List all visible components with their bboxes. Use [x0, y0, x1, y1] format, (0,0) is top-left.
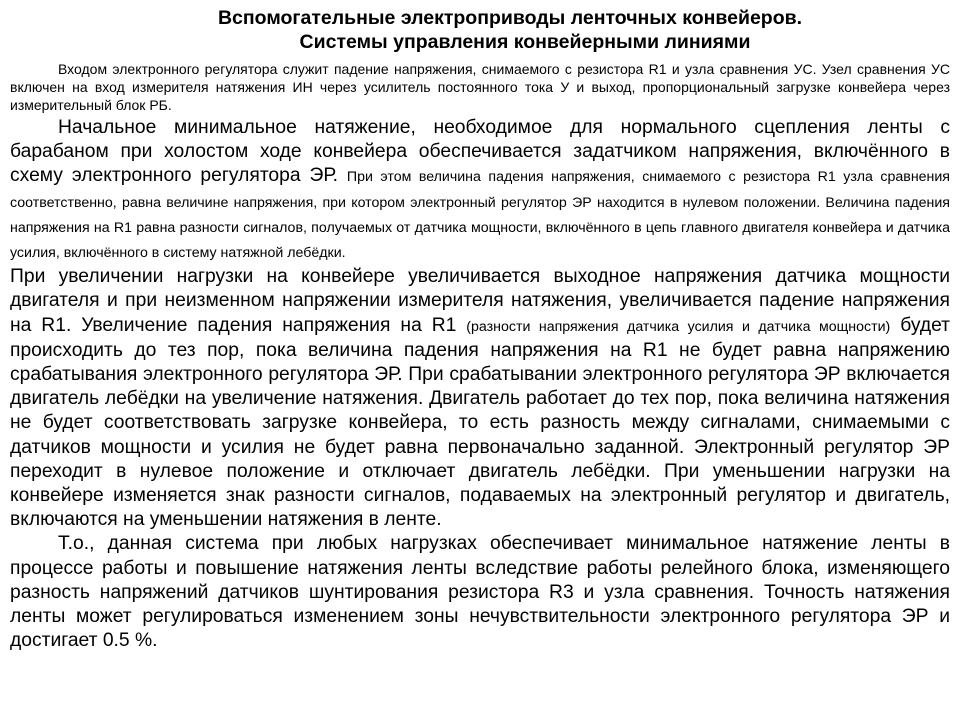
paragraph-initial-tension-main: Начальное минимальное натяжение, необходимое для нормального сцепления ленты с барабаном при холостом ходе конвейера обеспечивается задатчиком напряжения, включённого в схему электронного регулятора ЭР.	[10, 117, 950, 187]
paragraph-load-increase	[10, 265, 950, 532]
paragraph-load-increase-part-1: При увеличении нагрузки на конвейере увеличивается выходное напряжения датчика мощности двигателя и при неизменном напряжении измерителя натяжения, увеличивается падение напряжения на R1. Увеличение падения напряжения на R1	[10, 266, 950, 336]
intro-paragraph: Входом электронного регулятора служит падение напряжения, снимаемого с резистора R1 и узла сравнения УС. Узел сравнения УС включен на вход измерителя натяжения ИН через усилитель постоянного тока У и выход, пропорциональный загрузке конвейера через измерительный блок РБ.	[10, 61, 950, 113]
paragraph-load-increase-note: (разности напряжения датчика усилия и датчика мощности)	[466, 318, 891, 335]
slide-title-line-1: Вспомогательные электроприводы ленточных конвейеров.	[217, 7, 803, 29]
paragraph-conclusion: Т.о., данная система при любых нагрузках обеспечивает минимальное натяжение ленты в процессе работы и повышение натяжения ленты вследствие работы релейного блока, изменяющего разность напряжений датчиков шунтирования резистора R3 и узла сравнения. Точность натяжения ленты может регулироваться изменением зоны нечувствительности электронного регулятора ЭР и достигает 0.5 %.	[10, 533, 950, 652]
paragraph-initial-tension-note: При этом величина падения напряжения, снимаемого с резистора R1 узла сравнения соответственно, равна величине напряжения, при котором электронный регулятор ЭР находится в нулевом положении. Величина падения напряжения на R1 равна разности сигналов, получаемых от датчика мощности, включённого в цепь главного двигателя конвейера и датчика усилия, включённого в систему натяжной лебёдки.	[10, 169, 950, 262]
slide-title-line-2: Системы управления конвейерными линиями	[299, 31, 751, 53]
paragraph-initial-tension	[10, 116, 950, 265]
paragraph-load-increase-part-2: будет происходить до тез пор, пока величина падения напряжения на R1 не будет равна напряжению срабатывания электронного регулятора ЭР. При срабатывании электронного регулятора ЭР включается двигатель лебёдки на увеличение натяжения. Двигатель работает до тех пор, пока величина натяжения не будет соответствовать загрузке конвейера, то есть разность между сигналами, снимаемыми с датчиков мощности и усилия не будет равна первоначально заданной. Электронный регулятор ЭР переходит в нулевое положение и отключает двигатель лебёдки. При уменьшении нагрузки на конвейере изменяется знак разности сигналов, подаваемых на электронный регулятор и двигатель, включаются на уменьшении натяжения в ленте.	[10, 314, 950, 531]
